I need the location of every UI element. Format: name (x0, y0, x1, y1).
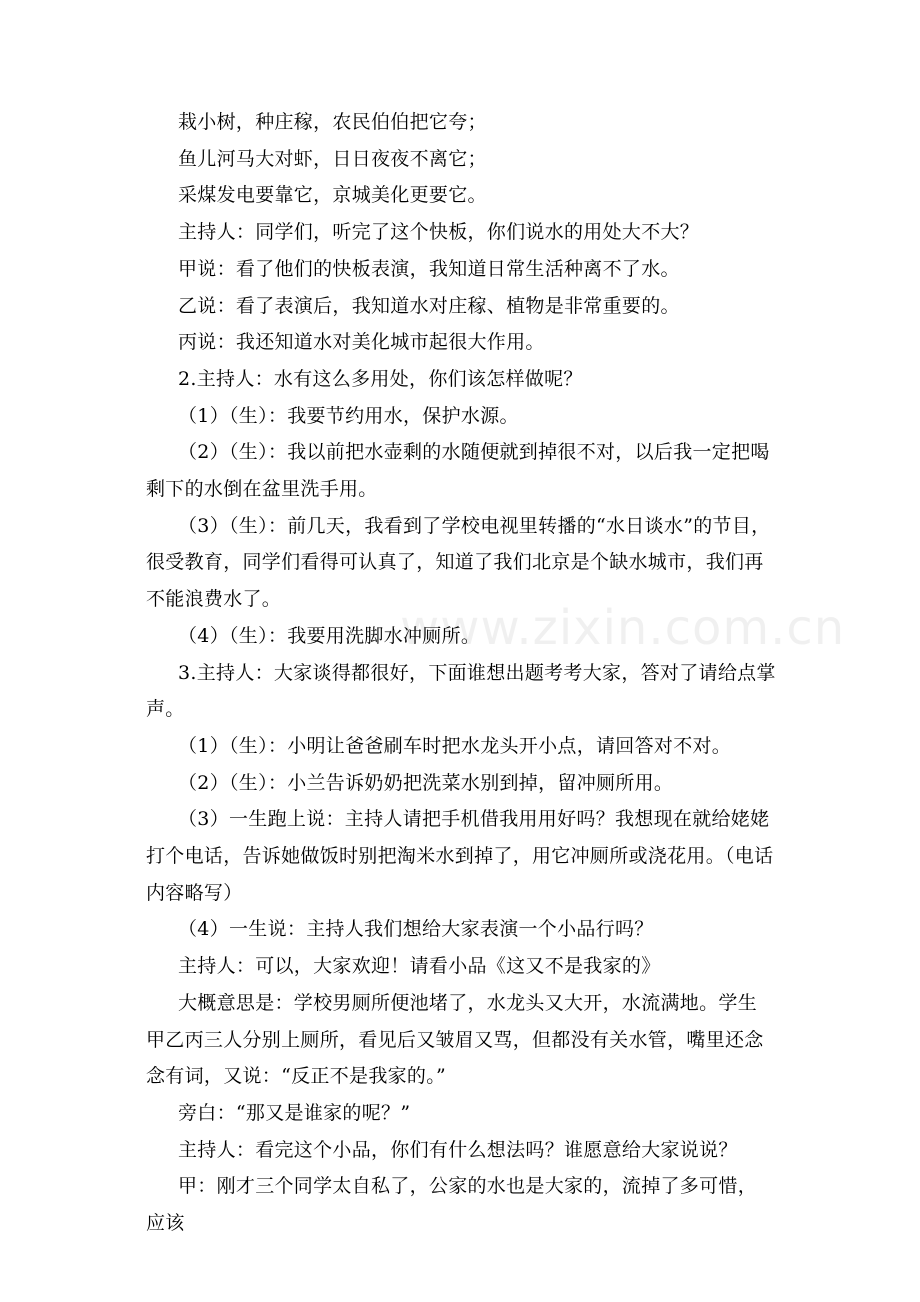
paragraph: 丙说：我还知道水对美化城市起很大作用。 (178, 331, 545, 354)
paragraph: 3.主持人：大家谈得都很好，下面谁想出题考考大家，答对了请给点掌声。 (146, 661, 776, 721)
watermark: www.zixin.com.cn (400, 600, 846, 656)
paragraph: 甲：刚才三个同学太自私了，公家的水也是大家的，流掉了多可惜，应该 (146, 1175, 758, 1235)
paragraph: （2）（生）：小兰告诉奶奶把洗菜水别到掉，留冲厕所用。 (178, 771, 674, 794)
paragraph: （1）（生）：小明让爸爸刷车时把水龙头开小点，请回答对不对。 (178, 734, 732, 757)
paragraph: 主持人：看完这个小品，你们有什么想法吗？谁愿意给大家说说？ (178, 1138, 738, 1161)
paragraph: 甲说：看了他们的快板表演，我知道日常生活种离不了水。 (178, 257, 680, 280)
paragraph: 主持人：可以，大家欢迎！请看小品《这又不是我家的》 (178, 955, 661, 978)
paragraph: 乙说：看了表演后，我知道水对庄稼、植物是非常重要的。 (178, 294, 680, 317)
paragraph: （2）（生）：我以前把水壶剩的水随便就到掉很不对，以后我一定把喝剩下的水倒在盆里洗手用。 (146, 441, 770, 501)
paragraph: 栽小树，种庄稼，农民伯伯把它夸； (178, 111, 487, 133)
paragraph: （3）一生跑上说：主持人请把手机借我用用好吗？我想现在就给姥姥打个电话，告诉她做饭时别把淘米水到掉了，用它冲厕所或浇花用。（电话内容略写） (146, 808, 774, 904)
paragraph: （4）一生说：主持人我们想给大家表演一个小品行吗？ (178, 918, 654, 941)
paragraph: 鱼儿河马大对虾，日日夜夜不离它； (178, 147, 487, 170)
document-body (146, 104, 776, 1242)
paragraph: （4）（生）：我要用洗脚水冲厕所。 (178, 624, 481, 647)
paragraph: 旁白：“那又是谁家的呢？” (178, 1101, 411, 1124)
paragraph: 2.主持人：水有这么多用处，你们该怎样做呢？ (178, 367, 583, 390)
paragraph: （3）（生）：前几天，我看到了学校电视里转播的“水日谈水”的节目，很受教育，同学们看得可认真了，知道了我们北京是个缺水城市，我们再不能浪费水了。 (146, 514, 771, 611)
paragraph: 主持人：同学们，听完了这个快板，你们说水的用处大不大？ (178, 221, 700, 244)
paragraph: 大概意思是：学校男厕所便池堵了，水龙头又大开，水流满地。学生甲乙丙三人分别上厕所，看见后又皱眉又骂，但都没有关水管，嘴里还念念有词，又说：“反正不是我家的。” (146, 991, 764, 1088)
paragraph: （1）（生）：我要节约用水，保护水源。 (178, 404, 519, 427)
paragraph: 采煤发电要靠它，京城美化更要它。 (178, 184, 487, 207)
